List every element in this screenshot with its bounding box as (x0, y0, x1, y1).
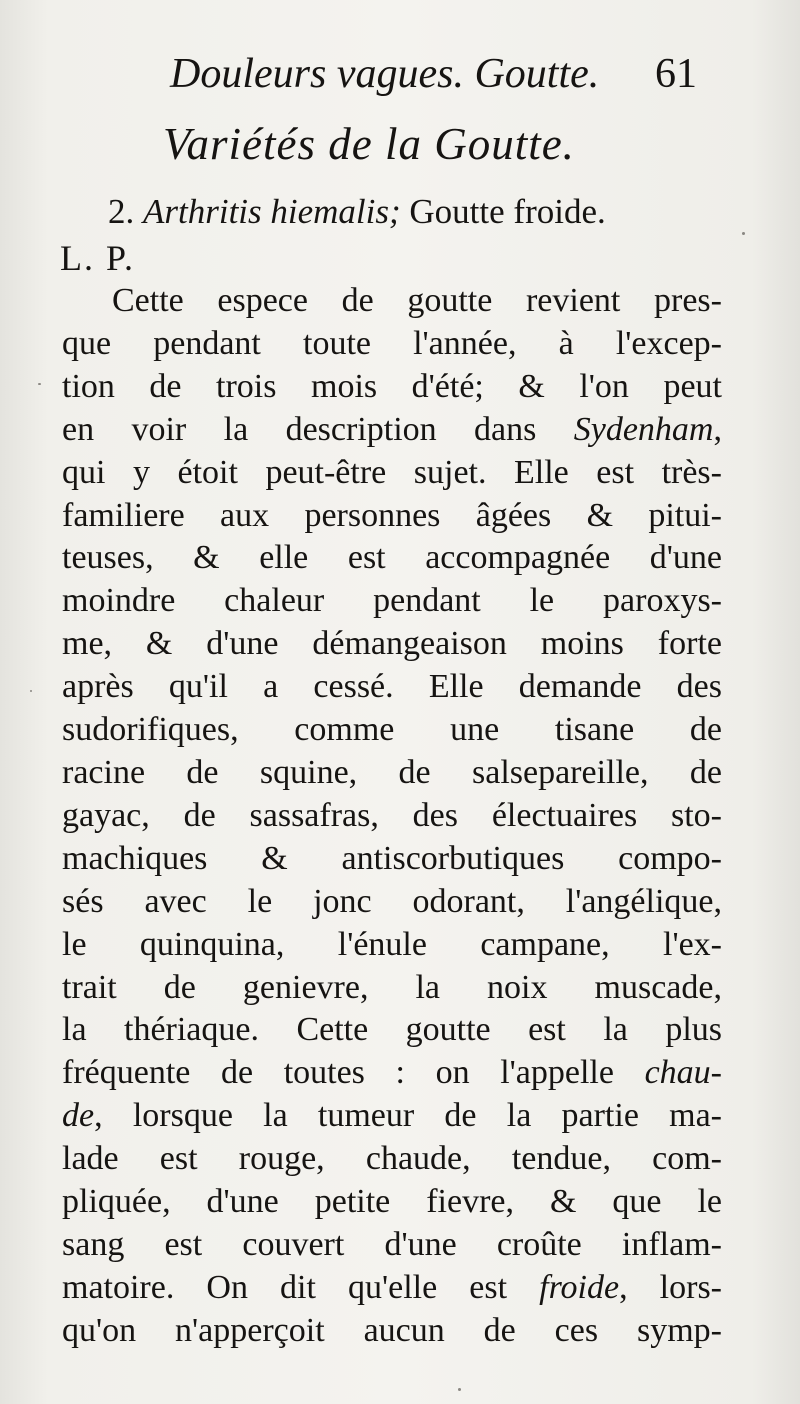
text-line: familiere aux personnes âgées & pitui- (62, 496, 722, 534)
text-line (62, 1267, 722, 1310)
text-line: Cette espece de goutte revient pres- (112, 282, 722, 319)
text-line (62, 409, 722, 452)
text-line (62, 1052, 722, 1095)
entry-number: 2. (108, 192, 135, 231)
abbreviation: L. P. (60, 238, 136, 278)
text-line: qu'on n'apperçoit aucun de ces symp- (62, 1311, 722, 1349)
page-number: 61 (655, 51, 697, 97)
scan-speck (742, 232, 745, 235)
entry-latin-name: Arthritis hiemalis; (143, 192, 401, 231)
italic-term: de (62, 1097, 95, 1135)
section-title: Variétés de la Goutte. (163, 119, 575, 169)
text-segment: , (713, 410, 722, 448)
text-line: machiques & antiscorbutiques compo- (62, 839, 722, 877)
italic-term: chau- (644, 1054, 722, 1092)
body-text (62, 280, 722, 1353)
text-line (62, 1095, 722, 1138)
text-line: me, & d'une démangeaison moins forte (62, 625, 722, 663)
text-line: pliquée, d'une petite fievre, & que le (62, 1183, 722, 1221)
entry-french-name: Goutte froide. (409, 192, 606, 231)
scan-speck (30, 690, 32, 692)
text-line: sang est couvert d'une croûte inflam- (62, 1225, 722, 1263)
text-line: le quinquina, l'énule campane, l'ex- (62, 925, 722, 963)
text-line: trait de genievre, la noix muscade, (62, 968, 722, 1006)
scan-speck (38, 383, 41, 385)
text-line: que pendant toute l'année, à l'excep- (62, 324, 722, 362)
running-head-title: Douleurs vagues. Goutte. (170, 51, 600, 97)
text-line: gayac, de sassafras, des électuaires sto- (62, 796, 722, 834)
text-line: teuses, & elle est accompagnée d'une (62, 539, 722, 577)
text-segment: matoire. On dit qu'elle est (62, 1268, 540, 1306)
text-segment: , lors- (619, 1268, 722, 1306)
text-segment: fréquente de toutes : on l'appelle (62, 1054, 645, 1092)
italic-term: Sydenham (573, 410, 714, 448)
text-line: sudorifiques, comme une tisane de (62, 711, 722, 749)
text-line: moindre chaleur pendant le paroxys- (62, 582, 722, 620)
scan-speck (458, 1388, 461, 1391)
text-segment: en voir la description dans (62, 410, 574, 448)
text-line: tion de trois mois d'été; & l'on peut (62, 367, 722, 405)
text-line: racine de squine, de salsepareille, de (62, 753, 722, 791)
italic-term: froide (539, 1268, 620, 1306)
text-line: après qu'il a cessé. Elle demande des (62, 668, 722, 706)
text-line: sés avec le jonc odorant, l'angélique, (62, 882, 722, 920)
text-line: la thériaque. Cette goutte est la plus (62, 1011, 722, 1049)
text-line: qui y étoit peut-être sujet. Elle est très- (62, 453, 722, 491)
text-line: lade est rouge, chaude, tendue, com- (62, 1140, 722, 1178)
running-head (170, 50, 730, 100)
entry-heading (108, 192, 606, 232)
text-segment: , lorsque la tumeur de la partie ma- (94, 1097, 722, 1135)
